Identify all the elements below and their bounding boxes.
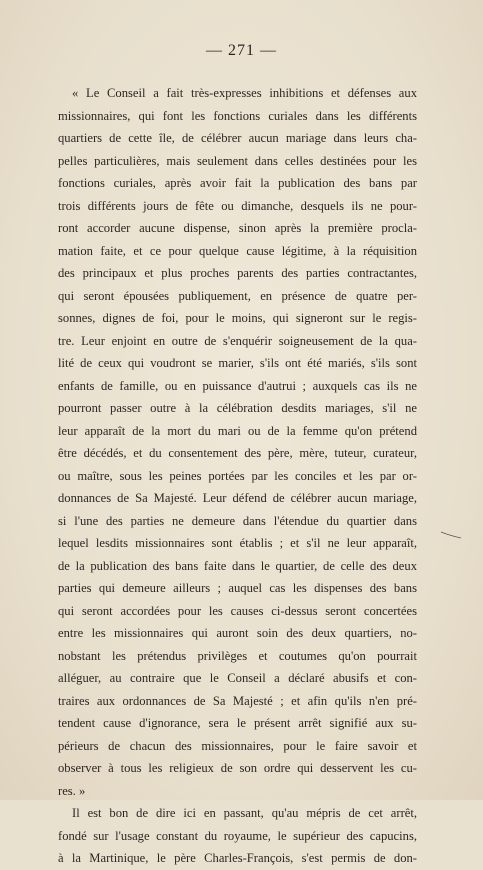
text-line: res. » (58, 783, 86, 798)
text-line: donnances de Sa Majesté. Leur défend de célébrer aucun mariage, (58, 491, 417, 505)
text-line: sonnes, dignes de foi, pour le moins, qui signeront sur le regis- (58, 311, 417, 325)
body-text (58, 82, 417, 870)
text-line: missionnaires, qui font les fonctions curiales dans les différents (58, 108, 417, 123)
text-line: des principaux et plus proches parents des parties contractantes, (58, 266, 417, 280)
text-line: si l'une des parties ne demeure dans l'étendue du quartier dans (58, 513, 417, 528)
text-line: tre. Leur enjoint en outre de s'enquérir soigneusement de la qua- (58, 333, 417, 348)
text-line: parties qui demeure ailleurs ; auquel cas les dispenses des bans (58, 581, 417, 595)
text-line: à la Martinique, le père Charles-François, s'est permis de don- (58, 851, 417, 865)
text-line: tendent cause d'ignorance, sera le présent arrêt signifié aux su- (58, 716, 417, 730)
text-line: qui seront accordées pour les causes ci-dessus seront concertées (58, 603, 417, 618)
text-line: lité de ceux qui voudront se marier, s'ils ont été mariés, s'ils sont (58, 356, 417, 370)
text-line: « Le Conseil a fait très-expresses inhibitions et défenses aux (72, 86, 417, 100)
paragraph-1 (58, 82, 417, 802)
text-line: périeurs de chacun des missionnaires, pour le faire savoir et (58, 738, 417, 753)
text-line: lequel lesdits missionnaires sont établis ; et s'il ne leur apparaît, (58, 536, 417, 550)
text-line: fonctions curiales, après avoir fait la publication des bans par (58, 176, 417, 190)
text-line: traires aux ordonnances de Sa Majesté ; et afin qu'ils n'en pré- (58, 693, 417, 708)
text-line: pourront passer outre à la célébration desdits mariages, s'il ne (58, 401, 417, 415)
text-line: nobstant les prétendus privilèges et coutumes qu'on pourrait (58, 648, 417, 663)
text-line: ou maître, sous les peines portées par les conciles et les par or- (58, 468, 417, 483)
text-line: alléguer, au contraire que le Conseil a déclaré abusifs et con- (58, 671, 417, 685)
text-line: enfants de famille, ou en puissance d'autrui ; auxquels cas ils ne (58, 378, 417, 393)
text-line: leur apparaît de la mort du mari ou de la femme qu'on prétend (58, 423, 417, 438)
page-number: — 271 — (206, 42, 277, 59)
text-line: fondé sur l'usage constant du royaume, le supérieur des capucins, (58, 828, 417, 843)
text-line: de la publication des bans faite dans le quartier, de celle des deux (58, 558, 417, 573)
text-line: Il est bon de dire ici en passant, qu'au mépris de cet arrêt, (72, 806, 417, 820)
text-line: observer à tous les religieux de son ordre qui desservent les cu- (58, 761, 417, 775)
text-line: qui seront épousées publiquement, en présence de quatre per- (58, 288, 417, 303)
text-line: ront accorder aucune dispense, sinon après la première procla- (58, 221, 417, 235)
text-line: quartiers de cette île, de célébrer aucun mariage dans leurs cha- (58, 131, 417, 145)
paragraph-2 (58, 802, 417, 870)
text-line: mation faite, et ce pour quelque cause légitime, à la réquisition (58, 243, 417, 258)
pencil-mark-icon (440, 528, 462, 540)
text-line: être décédés, et du consentement des père, mère, tuteur, curateur, (58, 446, 417, 460)
text-line: trois différents jours de fête ou dimanche, desquels ils ne pour- (58, 198, 417, 213)
text-line: entre les missionnaires qui auront soin des deux quartiers, no- (58, 626, 417, 640)
text-line: pelles particulières, mais seulement dans celles destinées pour les (58, 153, 417, 168)
